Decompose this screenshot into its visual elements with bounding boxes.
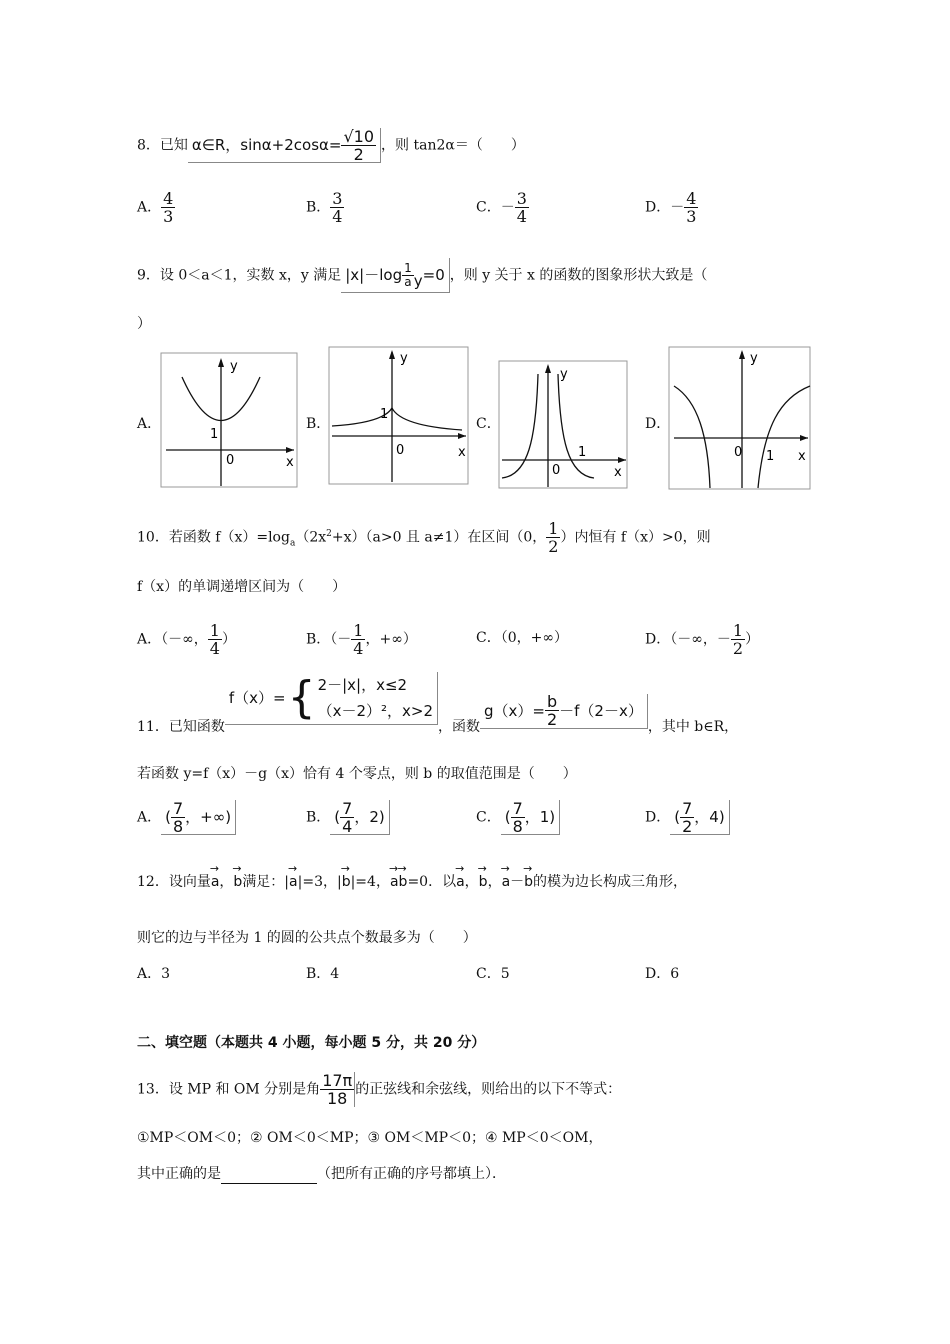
q8-option-d[interactable]: D．－ $\frac{4}{3}$: [645, 189, 697, 226]
q9-option-b[interactable]: B．: [306, 416, 331, 432]
answer-blank[interactable]: [221, 1167, 317, 1184]
q9-graph-d[interactable]: [668, 346, 812, 490]
q11-option-c[interactable]: C． ( $\frac{7}{8}$ ，1): [476, 800, 560, 835]
axis-y-label: y: [560, 367, 568, 382]
q10-option-a[interactable]: A．（－∞， $\frac{1}{4}$ ）: [137, 621, 236, 658]
origin-label: 0: [226, 453, 235, 468]
q10-option-d[interactable]: D．（－∞，－ $\frac{1}{2}$ ）: [645, 621, 760, 658]
one-label: 1: [578, 445, 587, 460]
axis-x-label: x: [614, 465, 622, 480]
q8-option-a[interactable]: A． $\frac{4}{3}$: [137, 189, 174, 226]
q8-option-b[interactable]: B． $\frac{3}{4}$: [306, 189, 343, 226]
q12-option-d[interactable]: D．6: [645, 966, 680, 982]
q9-stem: 9．设 0＜a＜1，实数 x，y 满足 |x|－log $\frac{1}{a}$ y =0 ，则 y 关于 x 的函数的图象形状大致是（: [137, 258, 707, 293]
one-label: 1: [380, 407, 389, 422]
q10-option-c[interactable]: C．（0，+∞）: [476, 630, 569, 646]
q12-stem-line2: 则它的边与半径为 1 的圆的公共点个数最多为（ ）: [137, 930, 477, 946]
q12-option-b[interactable]: B．4: [306, 966, 340, 982]
q8-condition: α∈R，sinα+2cosα= $\frac{√10}{2}$: [188, 128, 381, 163]
q9-graph-a[interactable]: [160, 352, 300, 490]
origin-label: 0: [552, 463, 561, 478]
one-label: 1: [210, 427, 219, 442]
q11-stem-line2: 若函数 y=f（x）－g（x）恰有 4 个零点，则 b 的取值范围是（ ）: [137, 766, 577, 782]
q11-option-d[interactable]: D． ( $\frac{7}{2}$ ，4): [645, 800, 730, 835]
q11-option-a[interactable]: A． ( $\frac{7}{8}$ ，+∞): [137, 800, 236, 835]
q9-graph-c[interactable]: [498, 360, 630, 490]
q11-option-b[interactable]: B． ( $\frac{7}{4}$ ，2): [306, 800, 390, 835]
q9-stem-close: ）: [137, 316, 151, 332]
q11-stem: 11．已知函数 f（x）= { 2－|x|，x≤2 （x－2）²，x>2 ，函数 g（x）= $\frac{b}{2}$ －f（2－x） ，其中 b∈R，: [137, 672, 739, 735]
section-heading: 二、填空题（本题共 4 小题，每小题 5 分，共 20 分）: [137, 1035, 486, 1051]
q9-option-d[interactable]: D．: [645, 416, 671, 432]
q12-option-a[interactable]: A．3: [137, 966, 171, 982]
axis-y-label: y: [230, 359, 238, 374]
q12-option-c[interactable]: C．5: [476, 966, 510, 982]
axis-y-label: y: [750, 351, 758, 366]
one-label: 1: [766, 449, 775, 464]
axis-x-label: x: [798, 449, 806, 464]
q9-condition: |x|－log $\frac{1}{a}$ y =0: [341, 258, 450, 293]
q13-inequalities: ①MP＜OM＜0；② OM＜0＜MP；③ OM＜MP＜0；④ MP＜0＜OM，: [137, 1130, 603, 1146]
q9-option-c[interactable]: C．: [476, 416, 501, 432]
q12-stem: 12．设向量→ a，→ b满足：|→ a|=3，|→ b|=4，→ a→ b=0．以→ a，→ b，→ a－→ b的模为边长构成三角形，: [137, 872, 687, 892]
q13-stem: 13．设 MP 和 OM 分别是角 $\frac{17\pi}{18}$ 的正弦线和余弦线，则给出的以下不等式：: [137, 1071, 622, 1108]
origin-label: 0: [734, 445, 743, 460]
q9-graph-b[interactable]: [328, 346, 470, 486]
q9-option-a[interactable]: A．: [137, 416, 162, 432]
axis-x-label: x: [458, 445, 466, 460]
q10-stem: 10．若函数 $f(x)=\log_a(2x^2+x)(a>0$ 且 a≠1）在区间（0， $\frac{1}{2}$ ）内恒有 f（x）>0，则: [137, 519, 711, 556]
axis-x-label: x: [286, 455, 294, 470]
q10-stem-line2: f（x）的单调递增区间为（ ）: [137, 579, 347, 595]
q11-function-g: g（x）= $\frac{b}{2}$ －f（2－x）: [480, 694, 648, 729]
q13-answer-line: 其中正确的是 （把所有正确的序号都填上）．: [137, 1166, 506, 1182]
q10-option-b[interactable]: B．（－ $\frac{1}{4}$ ，+∞）: [306, 621, 417, 658]
q8-stem: 8．已知 α∈R，sinα+2cosα= $\frac{√10}{2}$ ，则 tan2α＝（ ）: [137, 126, 525, 164]
origin-label: 0: [396, 443, 405, 458]
q11-piecewise-f: f（x）= { 2－|x|，x≤2 （x－2）²，x>2: [225, 672, 438, 725]
axis-y-label: y: [400, 351, 408, 366]
q8-option-c[interactable]: C．－ $\frac{3}{4}$: [476, 189, 527, 226]
